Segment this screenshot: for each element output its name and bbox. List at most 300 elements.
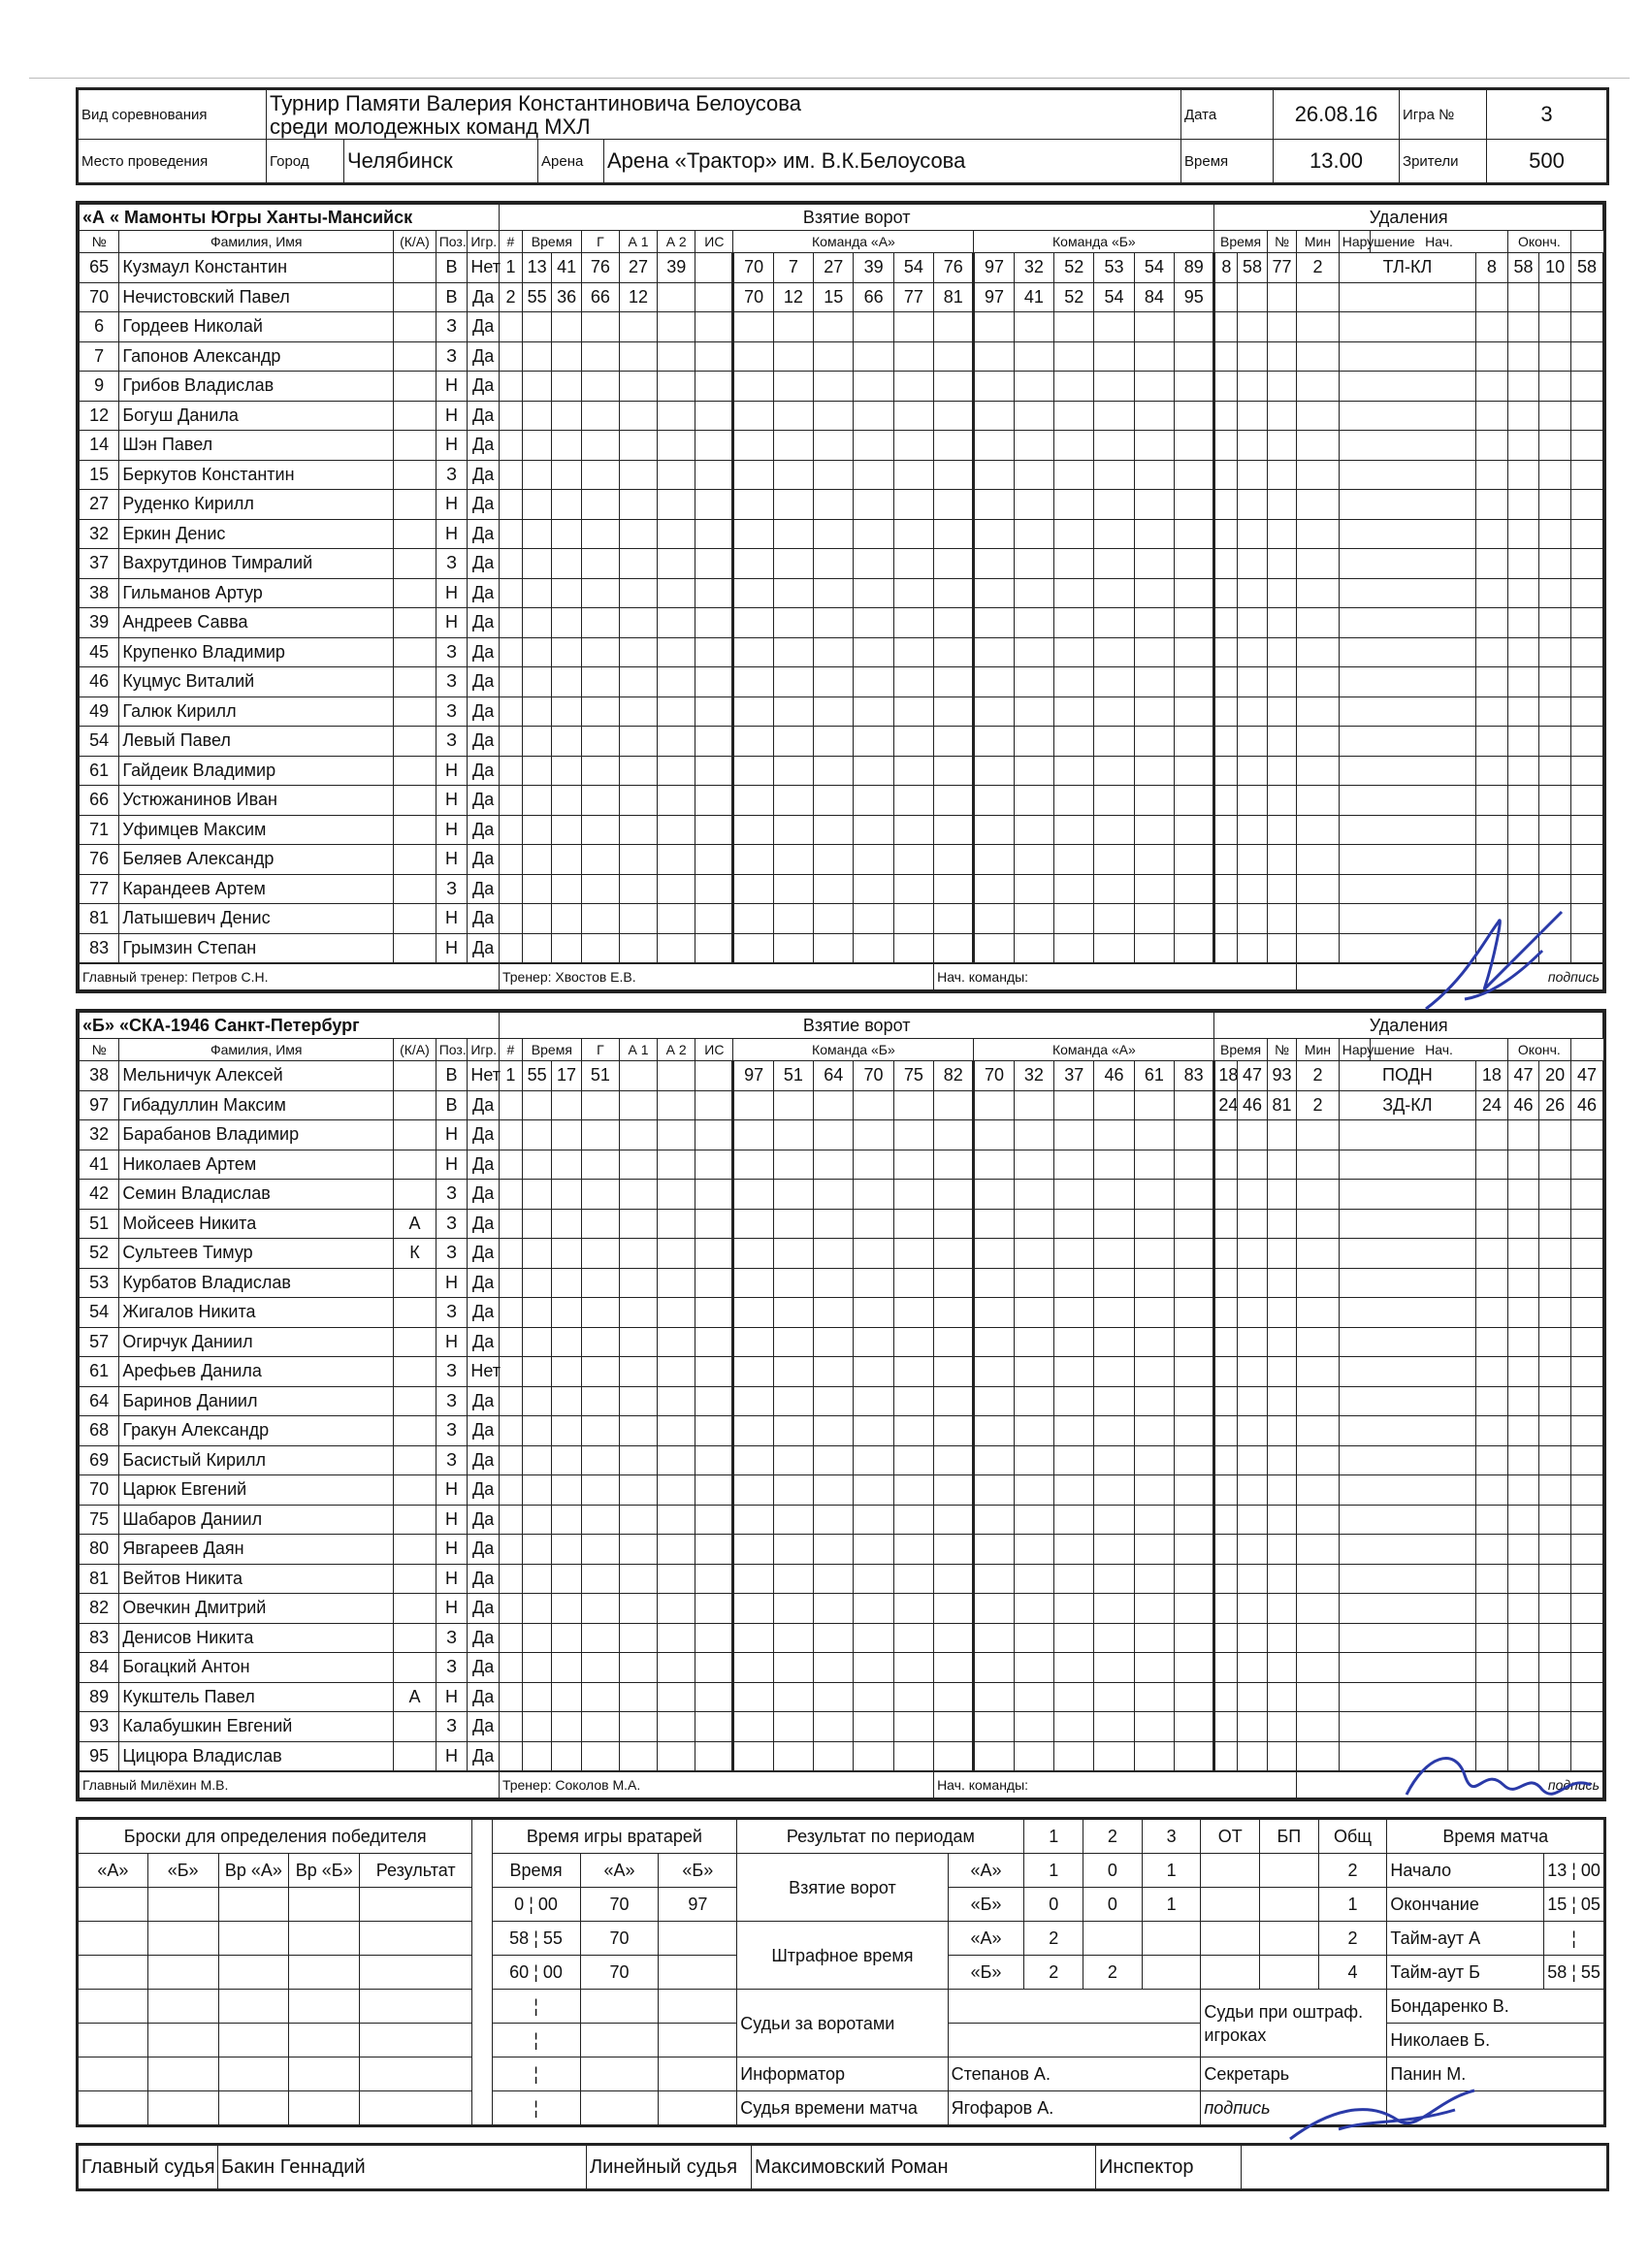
team-a-goal-cell [773,933,813,963]
team-a-goal-cell [552,637,581,667]
team-b-goal-cell [814,1653,854,1683]
team-a-goal-a2-head: А 2 [658,231,695,253]
team-b-goal-cell [522,1475,551,1506]
table-row [80,697,1603,727]
team-b-goal-cell [1054,1535,1094,1565]
team-a-goal-cell [499,697,522,727]
team-b-player-name: Явгареев Даян [119,1535,394,1565]
team-a-goal-cell [1175,401,1214,431]
team-a-goal-cell [1094,727,1134,757]
team-b-goal-cell [733,1386,773,1416]
team-a-pen-cell [1238,667,1267,697]
team-a-goal-cell: 81 [934,282,974,312]
team-a-player-ka [394,727,436,757]
team-a-goal-cell [1054,667,1094,697]
team-a-goal-cell: 1 [499,253,522,283]
team-b-player-pos: З [436,1357,468,1387]
team-b-goal-cell [733,1594,773,1624]
team-a-pen-cell [1539,460,1571,490]
team-a-goal-cell [773,874,813,904]
team-a-pen-cell [1476,608,1508,638]
team-a-goal-cell [552,904,581,934]
team-a-goal-cell [934,460,974,490]
team-a-goal-cell [1094,341,1134,372]
team-b-goal-cell [581,1712,619,1742]
team-a-goal-cell [1175,608,1214,638]
team-a-goal-cell [1094,578,1134,608]
team-b-pen-cell [1214,1239,1238,1269]
team-a-player-name: Кузмаул Константин [119,253,394,283]
team-a-goal-cell: 70 [733,282,773,312]
team-b-goal-cell [695,1682,733,1712]
team-a-pen-cell [1238,341,1267,372]
team-a-goal-cell [581,904,619,934]
team-b-pen-cell [1507,1239,1539,1269]
team-b-goal-cell [1014,1712,1053,1742]
team-b-player-name: Кукштель Павел [119,1682,394,1712]
pen-a-label: «А» [948,1922,1024,1956]
team-b-pen-cell [1339,1594,1475,1624]
team-b-pen-cell [1339,1564,1475,1594]
team-a-player-num: 71 [80,815,119,845]
team-a-pen-cell [1214,933,1238,963]
team-a-pen-cell [1571,815,1603,845]
team-b-ka-head: (К/А) [394,1039,436,1061]
team-a-player-ka [394,756,436,786]
team-a-goal-cell [893,549,933,579]
team-b-goal-cell [552,1150,581,1180]
team-a-goal-cell [499,667,522,697]
team-b-pen-cell [1507,1386,1539,1416]
team-a-goal-cell [499,578,522,608]
team-a-pen-cell [1214,815,1238,845]
team-a-goal-cell [1054,933,1094,963]
team-a-head-coach-label: Главный тренер: [82,969,188,985]
team-b-goal-cell [1054,1505,1094,1535]
team-a-player-pos: Н [436,756,468,786]
team-b-goal-cell [658,1535,695,1565]
team-b-player-played: Да [468,1268,500,1298]
goalie-row-1-b: 97 [659,1888,737,1922]
team-b-player-name: Сультеев Тимур [119,1239,394,1269]
team-a-goal-cell [658,697,695,727]
team-a-goal-cell [854,519,893,549]
team-a-player-pos: Н [436,401,468,431]
team-a-goal-cell [733,667,773,697]
team-b-goal-cell [581,1741,619,1771]
team-a-goal-cell [974,401,1014,431]
team-a-goal-cell [1014,608,1053,638]
team-b-pen-cell [1507,1416,1539,1446]
team-a-pen-cell [1238,282,1267,312]
team-b-goal-cell [581,1505,619,1535]
team-b-player-num: 68 [80,1416,119,1446]
team-b-player-num: 83 [80,1623,119,1653]
team-a-player-pos: В [436,282,468,312]
team-a-pen-cell [1297,904,1340,934]
team-a-goal-cell [893,904,933,934]
team-a-player-ka [394,933,436,963]
team-a-pen-cell [1339,667,1475,697]
team-a-player-pos: Н [436,608,468,638]
team-b-player-num: 41 [80,1150,119,1180]
team-b-pen-cell [1267,1712,1296,1742]
team-b-goal-cell [733,1445,773,1475]
team-a-goal-cell [893,845,933,875]
team-b-player-pos: З [436,1653,468,1683]
team-b-goal-cell [733,1653,773,1683]
team-b-goal-cell [499,1564,522,1594]
team-b-goal-cell [695,1209,733,1239]
team-a-pen-cell [1507,549,1539,579]
team-b-goal-cell [522,1239,551,1269]
team-a-goal-cell [893,756,933,786]
team-a-pen-cell [1214,637,1238,667]
team-b-player-num: 95 [80,1741,119,1771]
team-a-pen-cell [1539,933,1571,963]
team-b-goal-cell [1094,1120,1134,1150]
team-a-pen-cell: 77 [1267,253,1296,283]
team-a-player-ka [394,549,436,579]
team-a-pen-end-head: Оконч. [1507,231,1570,253]
team-b-goal-cell [773,1416,813,1446]
time-label: Время [1181,140,1274,184]
team-b-goal-cell [814,1712,854,1742]
team-a-pen-cell [1539,608,1571,638]
team-b-pen-cell [1267,1505,1296,1535]
team-a-goal-cell [619,637,657,667]
team-a-goal-cell [893,490,933,520]
timeout-b-time: 58 ¦ 55 [1544,1956,1605,1990]
team-b-goal-cell [854,1357,893,1387]
team-b-goal-cell [733,1298,773,1328]
team-a-goal-cell [974,933,1014,963]
team-b-pen-cell [1570,1298,1602,1328]
team-b-pen-cell [1238,1653,1267,1683]
team-a-player-num: 45 [80,637,119,667]
team-a-goal-cell [619,608,657,638]
team-b-pen-cell [1267,1741,1296,1771]
goals-b-p1: 0 [1024,1888,1083,1922]
team-b-goal-cell [814,1416,854,1446]
team-a-goal-cell [854,933,893,963]
team-a-goal-cell [695,786,733,816]
team-b-player-ka [394,1416,436,1446]
team-b-goal-cell [893,1741,933,1771]
team-a-pen-cell [1267,667,1296,697]
team-a-player-pos: Н [436,786,468,816]
team-a-goal-cell [619,549,657,579]
team-b-chief-label: Нач. команды: [937,1777,1029,1793]
team-a-player-played: Да [468,933,500,963]
team-a-goal-cell: 2 [499,282,522,312]
team-a-goal-cell [1175,845,1214,875]
team-a-goal-cell: 36 [552,282,581,312]
team-a-goal-cell [552,460,581,490]
team-b-goal-cell [1134,1741,1174,1771]
team-a-pen-cell [1539,341,1571,372]
team-b-goal-cell [581,1682,619,1712]
team-b-pen-cell [1238,1564,1267,1594]
team-b-pen-cell [1507,1564,1539,1594]
team-b-goal-cell [1014,1298,1053,1328]
team-a-pen-cell [1238,372,1267,402]
team-a-player-played: Да [468,667,500,697]
team-b-goal-cell [1134,1209,1174,1239]
team-b-goal-cell [1175,1623,1214,1653]
team-a-goal-cell [934,490,974,520]
team-b-goal-cell [1175,1357,1214,1387]
team-a-pen-cell [1339,341,1475,372]
team-a-goal-cell [1134,401,1174,431]
team-a-player-ka [394,608,436,638]
team-a-goal-cell [695,253,733,283]
table-row [80,727,1603,757]
table-row [80,401,1603,431]
team-a-goal-cell [974,312,1014,342]
scan-top-line [29,78,1630,79]
team-b-goal-cell [1014,1505,1053,1535]
team-a-player-pos: Н [436,904,468,934]
team-a-goal-cell: 53 [1094,253,1134,283]
team-a-goal-cell [695,431,733,461]
team-a-pen-cell [1339,282,1475,312]
team-a-pen-cell [1571,845,1603,875]
team-a-pen-cell [1507,904,1539,934]
team-a-goal-cell [1134,667,1174,697]
team-a-goal-cell [522,845,551,875]
team-a-pen-cell [1571,401,1603,431]
team-a-goal-cell [1175,637,1214,667]
team-b-goal-cell [934,1150,974,1180]
team-b-pen-cell [1539,1741,1571,1771]
team-b-goal-cell [581,1594,619,1624]
team-b-goal-cell [1014,1682,1053,1712]
team-b-goal-cell [552,1180,581,1210]
team-a-player-played: Да [468,578,500,608]
team-b-goal-cell [934,1180,974,1210]
team-b-goal-cell [974,1445,1014,1475]
team-b-player-ka: А [394,1682,436,1712]
team-a-goal-cell [499,845,522,875]
team-a-goal-cell [695,401,733,431]
team-b-goal-cell [1134,1357,1174,1387]
table-row [80,1120,1603,1150]
team-b-goal-cell [499,1239,522,1269]
team-a-goal-cell [1175,904,1214,934]
table-row [80,549,1603,579]
team-b-pen-cell: 93 [1267,1061,1296,1091]
team-b-goal-cell [695,1564,733,1594]
team-a-pen-cell [1238,874,1267,904]
team-b-player-ka [394,1268,436,1298]
team-a-pen-cell [1476,637,1508,667]
team-a-pen-cell [1297,549,1340,579]
team-a-goal-cell [814,697,854,727]
team-b-goal-cell: 75 [893,1061,933,1091]
team-b-pen-cell [1507,1180,1539,1210]
team-b-pen-cell [1476,1416,1508,1446]
team-b-goal-cell [658,1239,695,1269]
team-b-goal-time-head: Время [522,1039,581,1061]
team-b-goal-cell [733,1357,773,1387]
team-b-pen-cell [1539,1357,1571,1387]
team-b-pen-cell [1238,1416,1267,1446]
team-b-pen-cell [1297,1327,1340,1357]
team-a-goal-cell [854,637,893,667]
team-a-goal-cell: 97 [974,253,1014,283]
team-b-pen-cell [1570,1150,1602,1180]
table-row [80,1445,1603,1475]
team-a-pen-cell [1539,431,1571,461]
pen-a-total: 2 [1318,1922,1387,1956]
team-b-player-played: Да [468,1090,500,1120]
team-b-pen-cell [1214,1298,1238,1328]
team-a-goal-cell [814,667,854,697]
team-a-goal-cell [695,372,733,402]
team-b-goal-cell [974,1180,1014,1210]
team-b-goal-cell [773,1505,813,1535]
team-b-goal-cell [974,1535,1014,1565]
table-row [80,1535,1603,1565]
team-a-goal-cell [499,933,522,963]
table-row [80,786,1603,816]
team-b-pen-cell [1238,1712,1267,1742]
team-b-goal-cell [695,1653,733,1683]
team-a-goal-cell: 41 [1014,282,1053,312]
team-a-pen-cell [1339,490,1475,520]
team-a-goal-cell [581,372,619,402]
team-a-goal-cell [658,667,695,697]
team-b-player-played: Да [468,1150,500,1180]
game-protocol [76,87,1606,2191]
team-b-goal-cell [974,1327,1014,1357]
team-a-pen-cell [1297,578,1340,608]
team-b-goal-cell [974,1712,1014,1742]
team-b-goal-cell [854,1535,893,1565]
team-a-player-played: Да [468,608,500,638]
team-a-goal-cell [934,933,974,963]
team-a-pen-cell [1238,756,1267,786]
team-b-goal-cell [619,1653,657,1683]
team-b-player-ka [394,1061,436,1091]
team-b-pen-cell [1539,1268,1571,1298]
team-a-goal-cell [1134,460,1174,490]
team-a-goal-cell [773,904,813,934]
goalie-time-title: Время игры вратарей [492,1819,737,1854]
team-b-pen-cell [1339,1445,1475,1475]
team-a-goal-cell [581,549,619,579]
team-b-coach-value: Соколов М.А. [551,1777,641,1793]
team-b-goal-cell [552,1594,581,1624]
team-b-goal-cell [522,1741,551,1771]
team-b-goal-cell [1175,1445,1214,1475]
team-b-pen-cell [1476,1741,1508,1771]
team-b-goal-cell [1175,1416,1214,1446]
team-b-goal-cell [1014,1386,1053,1416]
team-a-goal-cell [1175,431,1214,461]
team-b-coach [499,1771,933,1798]
team-b-pen-cell [1297,1623,1340,1653]
team-a-goal-cell [893,637,933,667]
spectators-label: Зрители [1400,140,1487,184]
team-b-goal-cell [1014,1239,1053,1269]
team-a-goal-cell [552,727,581,757]
team-a-goal-cell [581,727,619,757]
table-row [80,1564,1603,1594]
team-a-goal-cell [814,727,854,757]
team-b-goal-cell [854,1653,893,1683]
team-b-goal-cell [814,1594,854,1624]
team-a-pen-cell [1267,697,1296,727]
team-b-player-name: Семин Владислав [119,1180,394,1210]
team-b-goal-cell [1054,1741,1094,1771]
team-b-pen-cell [1570,1357,1602,1387]
team-a-goal-cell [522,490,551,520]
team-b-player-num: 93 [80,1712,119,1742]
team-b-goal-cell [1175,1682,1214,1712]
team-b-goal-cell [974,1298,1014,1328]
team-b-pen-cell [1297,1150,1340,1180]
team-b-goal-cell [1014,1623,1053,1653]
team-b-goal-cell [733,1475,773,1506]
team-a-goal-cell [1175,341,1214,372]
team-b-pen-cell [1507,1475,1539,1506]
team-b-goal-cell [893,1298,933,1328]
team-a-player-played: Да [468,460,500,490]
team-a-goal-cell [934,845,974,875]
team-b-goal-cell [773,1327,813,1357]
team-b-goal-cell [619,1416,657,1446]
table-row [80,490,1603,520]
team-b-player-played: Да [468,1445,500,1475]
team-b-goal-cell [1094,1475,1134,1506]
team-b-goal-cell [658,1505,695,1535]
team-a-goal-cell [1094,697,1134,727]
team-b-pen-cell: ПОДН [1339,1061,1475,1091]
team-a-goal-cell [619,697,657,727]
team-b-goal-cell [1134,1623,1174,1653]
team-a-goal-cell [934,519,974,549]
team-b-player-num: 84 [80,1653,119,1683]
goalie-row-2-mm: 58 [509,1928,530,1948]
team-b-goal-cell [1134,1298,1174,1328]
team-a-goal-cell [854,904,893,934]
team-a-goal-cell [522,341,551,372]
team-a-goal-cell [522,372,551,402]
team-a-pen-cell [1539,756,1571,786]
team-a-goal-cell [854,608,893,638]
team-b-head-coach-value: Милёхин М.В. [136,1777,229,1793]
team-a-goal-cell [522,815,551,845]
team-a-pen-cell [1214,845,1238,875]
team-b-goal-cell [522,1327,551,1357]
team-a-goal-cell [499,727,522,757]
team-a-player-num: 65 [80,253,119,283]
team-a-goal-cell [499,874,522,904]
team-b-goal-cell [1175,1505,1214,1535]
team-a-goal-cell [854,727,893,757]
team-b-goal-cell: 83 [1175,1061,1214,1091]
team-b-goal-cell [1054,1386,1094,1416]
team-a-pen-cell [1507,578,1539,608]
team-b-goal-cell [1054,1416,1094,1446]
team-b-goal-cell [581,1298,619,1328]
timekeeper-label: Судья времени матча [737,2091,948,2126]
team-b-pen-cell [1238,1209,1267,1239]
team-a-player-played: Нет [468,253,500,283]
team-b-goal-cell [1094,1416,1134,1446]
